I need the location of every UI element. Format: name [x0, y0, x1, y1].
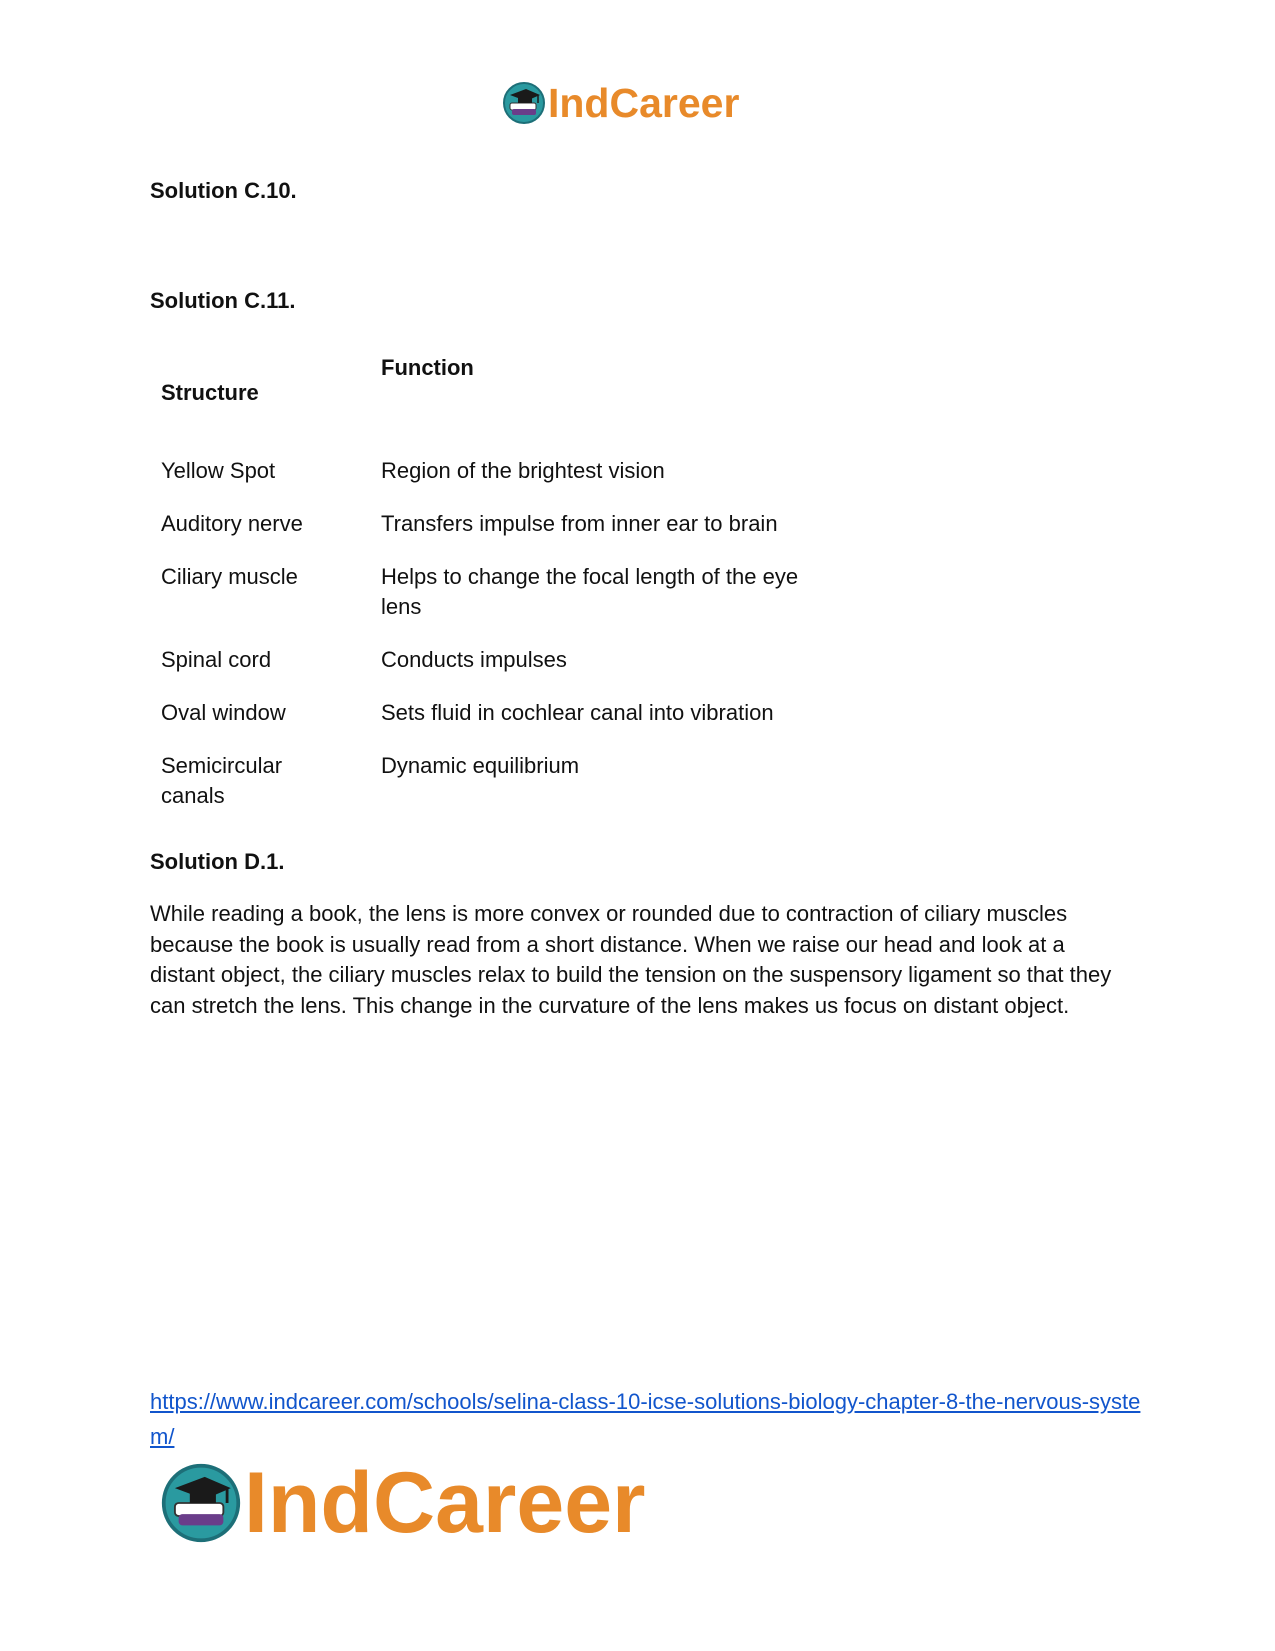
- table-cell-function: Conducts impulses: [381, 647, 567, 672]
- logo-wordmark: IndCareer: [244, 1455, 646, 1551]
- indcareer-logo-footer: [160, 1455, 646, 1551]
- table-cell-structure: Oval window: [161, 700, 286, 725]
- table-cell-structure: Ciliary muscle: [161, 564, 298, 589]
- solution-c10-heading: Solution C.10.: [150, 178, 297, 203]
- table-cell-function: Transfers impulse from inner ear to brain: [381, 511, 778, 536]
- table-cell-function: Sets fluid in cochlear canal into vibration: [381, 700, 774, 725]
- graduation-cap-book-icon: [160, 1462, 242, 1544]
- source-url-link[interactable]: https://www.indcareer.com/schools/selina-class-10-icse-solutions-biology-chapter-8-the-nervous-system/: [150, 1389, 1141, 1449]
- graduation-cap-book-icon: [502, 81, 546, 125]
- table-cell-structure: Yellow Spot: [161, 458, 276, 483]
- table-cell-function: Helps to change the focal length of the eye lens: [381, 564, 799, 619]
- table-header-function: Function: [381, 355, 474, 380]
- table-cell-structure: Semicircular canals: [161, 753, 283, 808]
- table-cell-function: Dynamic equilibrium: [381, 753, 580, 778]
- table-cell-structure: Auditory nerve: [161, 511, 303, 536]
- solution-c11-heading: Solution C.11.: [150, 288, 296, 313]
- table-cell-function: Region of the brightest vision: [381, 458, 665, 483]
- table-cell-structure: Spinal cord: [161, 647, 272, 672]
- logo-wordmark: IndCareer: [548, 79, 740, 126]
- table-header-structure: Structure: [161, 380, 259, 405]
- solution-d1-paragraph: While reading a book, the lens is more convex or rounded due to contraction of ciliary muscles because the book is usually read from a short distance. When we raise our head and look at a distant object, the ciliary muscles relax to build the tension on the suspensory ligament so that they can stretch the lens. This change in the curvature of the lens makes us focus on distant object.: [150, 901, 1112, 1018]
- indcareer-logo-header: [502, 78, 739, 128]
- solution-d1-heading: Solution D.1.: [150, 849, 285, 874]
